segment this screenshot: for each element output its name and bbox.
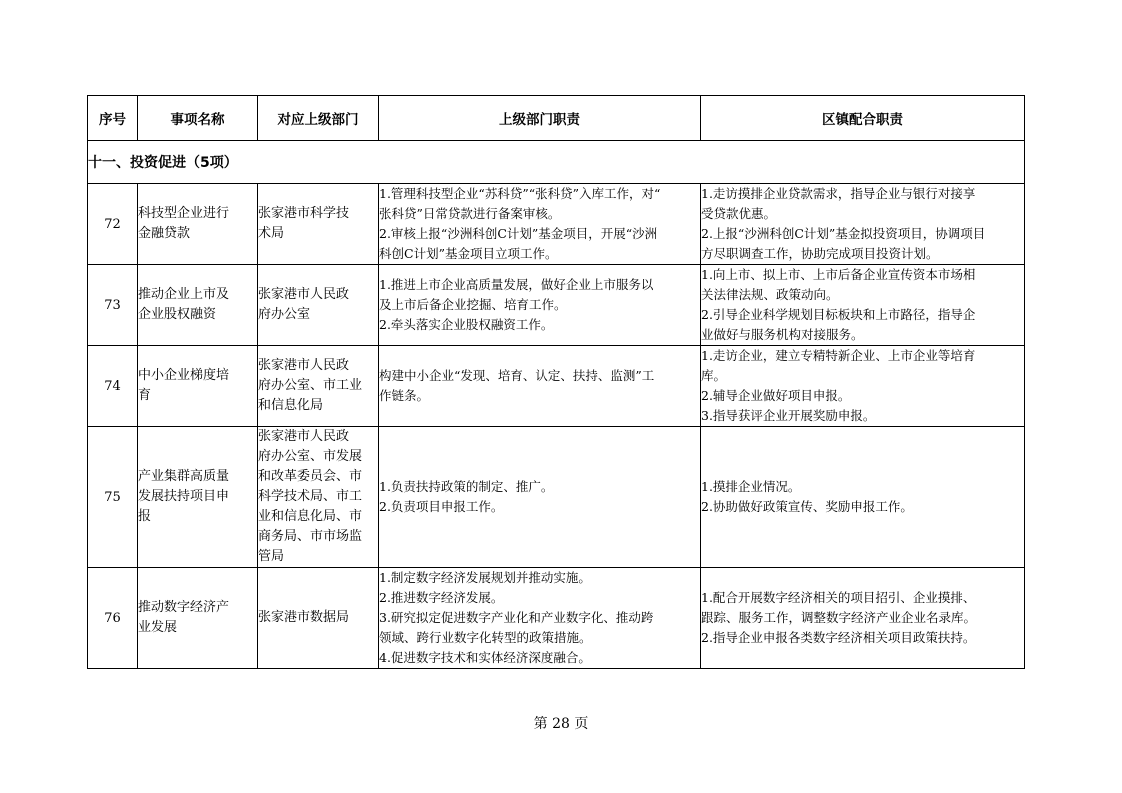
section-row — [88, 141, 1025, 184]
coop-cell — [701, 265, 1025, 346]
cell-line: 2.负责项目申报工作。 — [379, 499, 504, 514]
row-number: 75 — [88, 427, 138, 568]
cell-line: 府办公室 — [258, 307, 311, 322]
cell-line: 金融贷款 — [138, 226, 191, 241]
cell-line: 1.推进上市企业高质量发展，做好企业上市服务以 — [379, 277, 654, 292]
cell-line: 管局 — [258, 549, 285, 564]
table-row — [88, 265, 1025, 346]
cell-line: 领域、跨行业数字化转型的政策措施。 — [379, 630, 592, 645]
duty-cell — [379, 346, 701, 427]
cell-line: 3.指导获评企业开展奖励申报。 — [701, 408, 876, 423]
cell-line: 4.促进数字技术和实体经济深度融合。 — [379, 650, 591, 665]
cell-line: 2.指导企业申报各类数字经济相关项目政策扶持。 — [701, 630, 976, 645]
item-name-cell — [138, 265, 258, 346]
cell-line: 2.辅导企业做好项目申报。 — [701, 388, 851, 403]
cell-line: 1.走访企业，建立专精特新企业、上市企业等培育 — [701, 348, 976, 363]
cell-line: 业和信息化局、市 — [258, 509, 363, 524]
header-dept: 对应上级部门 — [258, 96, 379, 141]
coop-cell — [701, 184, 1025, 265]
cell-line: 和信息化局 — [258, 398, 324, 413]
cell-line: 1.向上市、拟上市、上市后备企业宣传资本市场相 — [701, 267, 976, 282]
cell-line: 及上市后备企业挖掘、培育工作。 — [379, 297, 567, 312]
table-row — [88, 427, 1025, 568]
cell-line: 张家港市人民政 — [258, 429, 350, 444]
cell-line: 2.推进数字经济发展。 — [379, 590, 504, 605]
cell-line: 府办公室、市工业 — [258, 378, 363, 393]
cell-line: 推动企业上市及 — [138, 287, 230, 302]
cell-line: 业发展 — [138, 620, 178, 635]
page-number: 第 28 页 — [533, 716, 589, 732]
cell-line: 张科贷”日常贷款进行备案审核。 — [379, 206, 561, 221]
row-number: 72 — [88, 184, 138, 265]
coop-cell — [701, 568, 1025, 669]
cell-line: 方尽职调查工作，协助完成项目投资计划。 — [701, 246, 939, 261]
cell-line: 中小企业梯度培 — [138, 368, 230, 383]
cell-line: 关法律法规、政策动向。 — [701, 287, 839, 302]
cell-line: 企业股权融资 — [138, 307, 217, 322]
cell-line: 商务局、市市场监 — [258, 529, 363, 544]
table-row — [88, 568, 1025, 669]
department-cell — [258, 568, 379, 669]
item-name-cell — [138, 346, 258, 427]
cell-line: 2.引导企业科学规划目标板块和上市路径，指导企 — [701, 307, 976, 322]
cell-line: 业做好与服务机构对接服务。 — [701, 327, 864, 342]
duty-cell — [379, 184, 701, 265]
duty-cell — [379, 568, 701, 669]
cell-line: 产业集群高质量 — [138, 469, 230, 484]
cell-line: 1.管理科技型企业“苏科贷”“张科贷”入库工作，对“ — [379, 186, 661, 201]
duty-cell — [379, 265, 701, 346]
cell-line: 张家港市人民政 — [258, 358, 350, 373]
header-row — [88, 96, 1025, 141]
cell-line: 1.负责扶持政策的制定、推广。 — [379, 479, 554, 494]
cell-line: 1.配合开展数字经济相关的项目招引、企业摸排、 — [701, 590, 976, 605]
cell-line: 受贷款优惠。 — [701, 206, 777, 221]
header-coop: 区镇配合职责 — [701, 96, 1025, 141]
cell-line: 1.制定数字经济发展规划并推动实施。 — [379, 570, 591, 585]
cell-line: 2.审核上报“沙洲科创C计划”基金项目，开展“沙洲 — [379, 226, 658, 241]
coop-cell — [701, 346, 1025, 427]
cell-line: 2.牵头落实企业股权融资工作。 — [379, 317, 554, 332]
table-row — [88, 184, 1025, 265]
cell-line: 推动数字经济产 — [138, 600, 230, 615]
cell-line: 张家港市科学技 — [258, 206, 350, 221]
cell-line: 跟踪、服务工作，调整数字经济产业企业名录库。 — [701, 610, 977, 625]
item-name-cell — [138, 184, 258, 265]
cell-line: 1.摸排企业情况。 — [701, 479, 801, 494]
cell-line: 构建中小企业“发现、培育、认定、扶持、监测”工 — [379, 368, 655, 383]
table-row — [88, 346, 1025, 427]
header-name: 事项名称 — [138, 96, 258, 141]
row-number: 73 — [88, 265, 138, 346]
cell-line: 科技型企业进行 — [138, 206, 230, 221]
cell-line: 作链条。 — [379, 388, 430, 403]
cell-line: 科创C计划”基金项目立项工作。 — [379, 246, 558, 261]
cell-line: 1.走访摸排企业贷款需求，指导企业与银行对接享 — [701, 186, 976, 201]
cell-line: 育 — [138, 388, 152, 403]
cell-line: 张家港市人民政 — [258, 287, 350, 302]
header-duty: 上级部门职责 — [379, 96, 701, 141]
cell-line: 库。 — [701, 368, 727, 383]
section-title: 十一、投资促进（5项） — [88, 141, 1025, 184]
cell-line: 术局 — [258, 226, 285, 241]
duty-cell — [379, 427, 701, 568]
header-seq: 序号 — [88, 96, 138, 141]
cell-line: 3.研究拟定促进数字产业化和产业数字化、推动跨 — [379, 610, 654, 625]
cell-line: 报 — [138, 509, 152, 524]
department-cell — [258, 265, 379, 346]
responsibility-table — [87, 95, 1025, 669]
item-name-cell — [138, 568, 258, 669]
cell-line: 科学技术局、市工 — [258, 489, 363, 504]
cell-line: 府办公室、市发展 — [258, 449, 363, 464]
department-cell — [258, 427, 379, 568]
row-number: 74 — [88, 346, 138, 427]
department-cell — [258, 184, 379, 265]
row-number: 76 — [88, 568, 138, 669]
cell-line: 2.上报“沙洲科创C计划”基金拟投资项目，协调项目 — [701, 226, 986, 241]
coop-cell — [701, 427, 1025, 568]
cell-line: 张家港市数据局 — [258, 610, 350, 625]
department-cell — [258, 346, 379, 427]
cell-line: 2.协助做好政策宣传、奖励申报工作。 — [701, 499, 913, 514]
cell-line: 发展扶持项目申 — [138, 489, 230, 504]
cell-line: 和改革委员会、市 — [258, 469, 363, 484]
item-name-cell — [138, 427, 258, 568]
